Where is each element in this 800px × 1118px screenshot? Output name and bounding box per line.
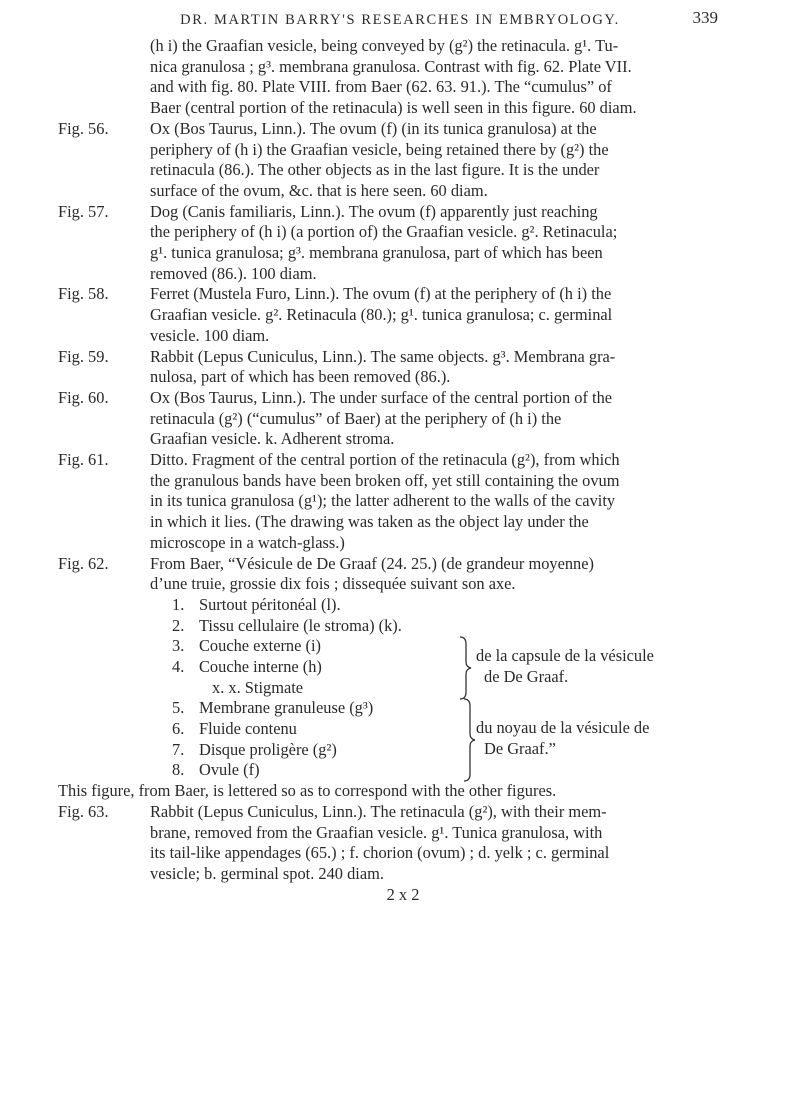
list-item bbox=[172, 719, 748, 740]
text-line: Baer (central portion of the retinacula) is well seen in this figure. 60 diam. bbox=[150, 98, 637, 118]
text-line: de De Graaf. bbox=[484, 667, 569, 687]
signature-mark: 2 x 2 bbox=[386, 884, 420, 904]
figure-entry-62 bbox=[58, 554, 748, 595]
list-text: Fluide contenu bbox=[199, 719, 297, 739]
page-number: 339 bbox=[692, 8, 718, 27]
figure-entry-61 bbox=[58, 450, 748, 554]
brace-group-capsule bbox=[172, 636, 748, 698]
list-item bbox=[172, 616, 748, 637]
list-item bbox=[172, 698, 748, 719]
page-header bbox=[0, 8, 800, 32]
continued-paragraph bbox=[58, 36, 748, 119]
running-head: DR. MARTIN BARRY'S RESEARCHES IN EMBRYOLOGY. bbox=[180, 12, 620, 28]
text-line: retinacula (g²) (“cumulus” of Baer) at the periphery of (h i) the bbox=[150, 408, 562, 428]
figure-label: Fig. 58. bbox=[58, 284, 109, 304]
text-line: vesicle. 100 diam. bbox=[150, 325, 270, 345]
brace-note-capsule bbox=[476, 646, 654, 687]
figure-entry-58 bbox=[58, 284, 748, 346]
figure-entry-63 bbox=[58, 802, 748, 885]
text-line: Rabbit (Lepus Cuniculus, Linn.). The retinacula (g²), with their mem- bbox=[150, 801, 607, 821]
text-line: g¹. tunica granulosa; g³. membrana granulosa, part of which has been bbox=[150, 243, 603, 263]
list-item bbox=[172, 595, 748, 616]
brace-icon bbox=[458, 636, 472, 700]
list-number bbox=[172, 678, 212, 699]
text-line: Ditto. Fragment of the central portion of the retinacula (g²), from which bbox=[150, 450, 620, 470]
figure-label: Fig. 63. bbox=[58, 801, 109, 821]
text-line: brane, removed from the Graafian vesicle. g¹. Tunica granulosa, with bbox=[150, 822, 603, 842]
brace-note-nucleus bbox=[476, 718, 649, 759]
list-text: Disque proligère (g²) bbox=[199, 739, 337, 759]
list-number: 6. bbox=[172, 719, 185, 739]
text-line: Ox (Bos Taurus, Linn.). The under surface of the central portion of the bbox=[150, 387, 613, 407]
numbered-list bbox=[58, 595, 748, 781]
brace-icon bbox=[462, 698, 476, 782]
list-item bbox=[172, 760, 748, 781]
text-line: the granulous bands have been broken off, yet still containing the ovum bbox=[150, 470, 620, 490]
text-line: the periphery of (h i) (a portion of) the Graafian vesicle. g². Retinacula; bbox=[150, 222, 618, 242]
list-text: Tissu cellulaire (le stroma) (k). bbox=[199, 615, 402, 635]
figure-label: Fig. 60. bbox=[58, 387, 109, 407]
list-number: 4. bbox=[172, 657, 185, 677]
text-line: Graafian vesicle. g². Retinacula (80.); g¹. tunica granulosa; c. germinal bbox=[150, 305, 613, 325]
text-line: Ox (Bos Taurus, Linn.). The ovum (f) (in its tunica granulosa) at the bbox=[150, 118, 597, 138]
text-line: its tail-like appendages (65.) ; f. chorion (ovum) ; d. yelk ; c. germinal bbox=[150, 843, 610, 863]
text-line: nica granulosa ; g³. membrana granulosa. Contrast with fig. 62. Plate VII. bbox=[150, 56, 632, 76]
figure-entry-60 bbox=[58, 388, 748, 450]
list-number: 8. bbox=[172, 760, 185, 780]
list-text: Ovule (f) bbox=[199, 760, 260, 780]
text-line: in its tunica granulosa (g¹); the latter adherent to the walls of the cavity bbox=[150, 491, 616, 511]
list-text: Couche interne (h) bbox=[199, 657, 322, 677]
text-line: du noyau de la vésicule de bbox=[476, 718, 650, 738]
page-body bbox=[58, 36, 748, 905]
text-line: surface of the ovum, &c. that is here seen. 60 diam. bbox=[150, 180, 488, 200]
figure-entry-56 bbox=[58, 119, 748, 202]
text-line: Dog (Canis familiaris, Linn.). The ovum (f) apparently just reaching bbox=[150, 201, 598, 221]
text-line: De Graaf.” bbox=[484, 739, 556, 759]
text-line: de la capsule de la vésicule bbox=[476, 646, 654, 666]
figure-entry-57 bbox=[58, 202, 748, 285]
text-line: nulosa, part of which has been removed (86.). bbox=[150, 367, 451, 387]
text-line: d’une truie, grossie dix fois ; dissequée suivant son axe. bbox=[150, 574, 516, 594]
text-line: (h i) the Graafian vesicle, being conveyed by (g²) the retinacula. g¹. Tu- bbox=[150, 36, 619, 55]
text-line: Graafian vesicle. k. Adherent stroma. bbox=[150, 429, 395, 449]
text-line: periphery of (h i) the Graafian vesicle, being retained there by (g²) the bbox=[150, 139, 609, 159]
text-line: vesicle; b. germinal spot. 240 diam. bbox=[150, 863, 384, 883]
list-text: x. x. Stigmate bbox=[212, 677, 304, 697]
list-number: 7. bbox=[172, 739, 185, 759]
figure-label: Fig. 61. bbox=[58, 450, 109, 470]
text-line: retinacula (86.). The other objects as in the last figure. It is the under bbox=[150, 160, 600, 180]
text-line: and with fig. 80. Plate VIII. from Baer (62. 63. 91.). The “cumulus” of bbox=[150, 77, 612, 97]
text-line: microscope in a watch-glass.) bbox=[150, 532, 345, 552]
figure-label: Fig. 56. bbox=[58, 118, 109, 138]
list-number: 2. bbox=[172, 615, 185, 635]
text-line: Rabbit (Lepus Cuniculus, Linn.). The same objects. g³. Membrana gra- bbox=[150, 346, 616, 366]
text-line: From Baer, “Vésicule de De Graaf (24. 25.) (de grandeur moyenne) bbox=[150, 553, 594, 573]
list-text: Couche externe (i) bbox=[199, 636, 321, 656]
list-text: Surtout péritonéal (l). bbox=[199, 594, 341, 614]
text-line: in which it lies. (The drawing was taken as the object lay under the bbox=[150, 512, 589, 532]
list-number: 5. bbox=[172, 698, 185, 718]
list-item bbox=[172, 740, 748, 761]
text-line: Ferret (Mustela Furo, Linn.). The ovum (f) at the periphery of (h i) the bbox=[150, 284, 612, 304]
brace-group-nucleus bbox=[172, 698, 748, 781]
text-line: removed (86.). 100 diam. bbox=[150, 263, 317, 283]
figure-entry-59 bbox=[58, 347, 748, 388]
list-number: 1. bbox=[172, 594, 185, 614]
figure-label: Fig. 57. bbox=[58, 201, 109, 221]
text-line: This figure, from Baer, is lettered so as to correspond with the other figures. bbox=[58, 781, 557, 801]
figure-label: Fig. 59. bbox=[58, 346, 109, 366]
figure-label: Fig. 62. bbox=[58, 553, 109, 573]
list-text: Membrane granuleuse (g³) bbox=[199, 698, 374, 718]
list-number: 3. bbox=[172, 636, 185, 656]
